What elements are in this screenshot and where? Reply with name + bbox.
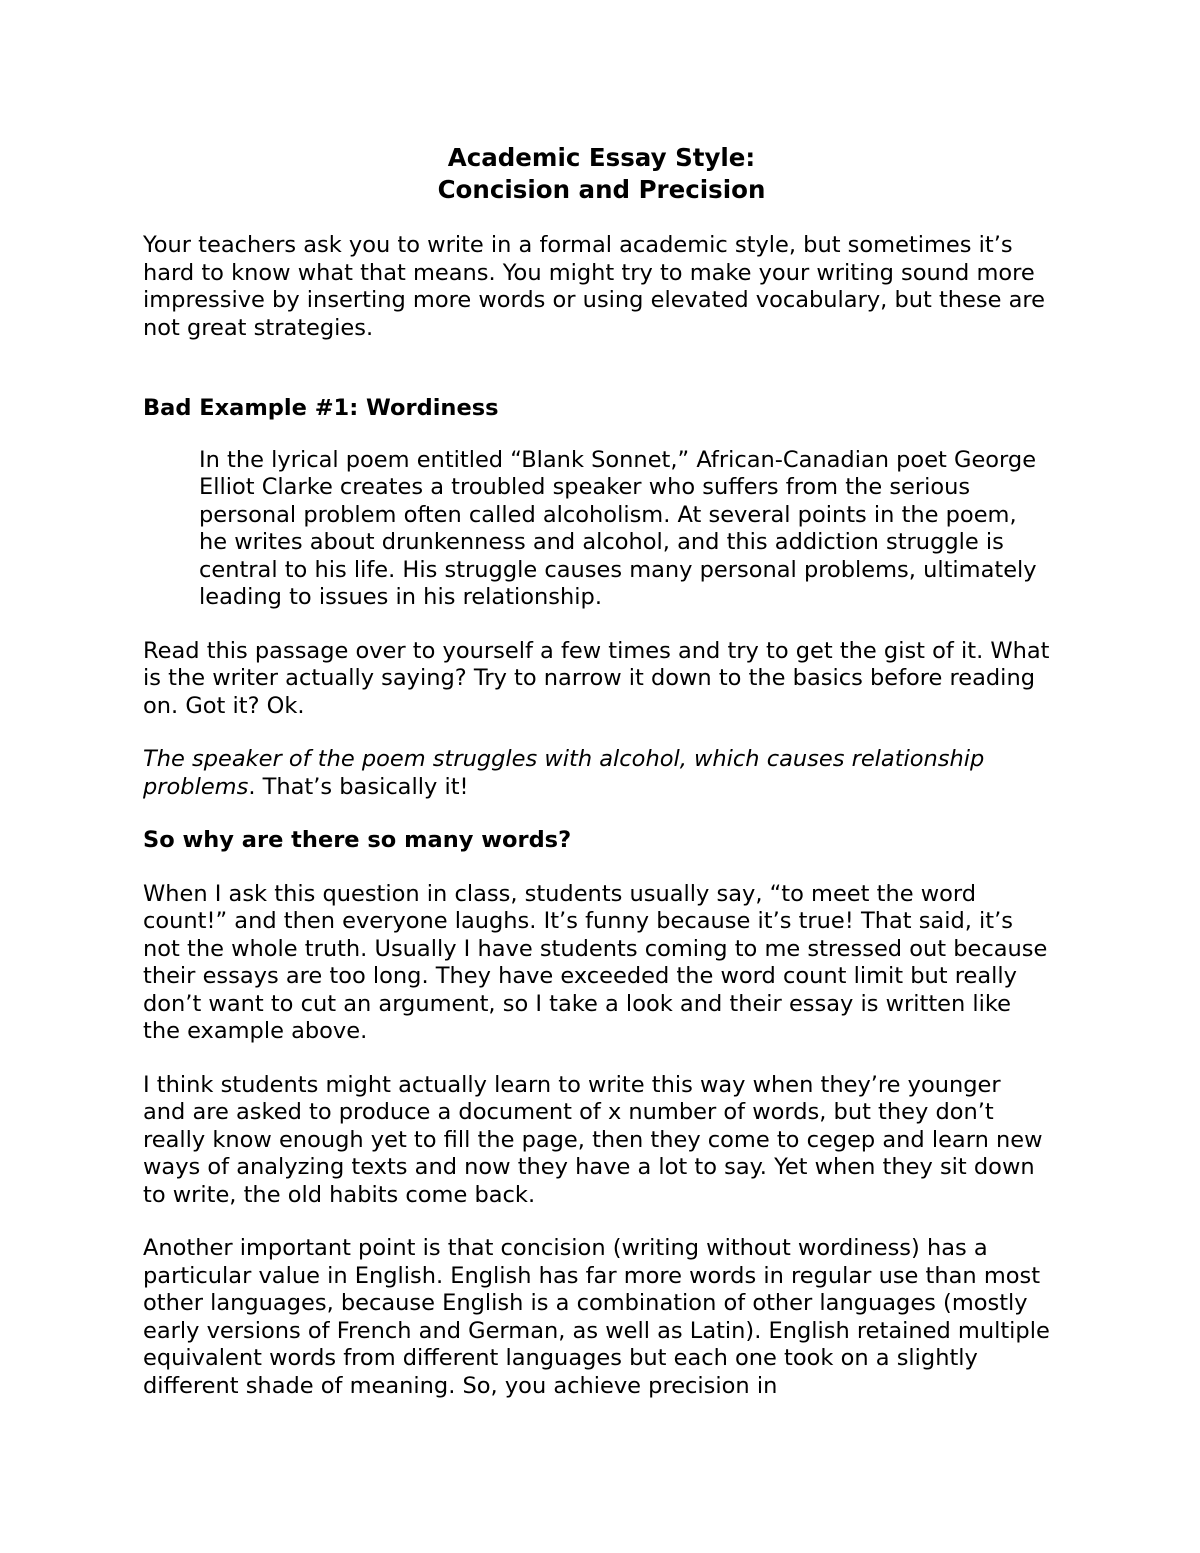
summary-paragraph <box>143 746 1050 801</box>
example-quote: In the lyrical poem entitled “Blank Sonnet,” African-Canadian poet George Elliot Clarke creates a troubled speaker who suffers from the serious personal problem often called alcoholism. At several points in the poem, he writes about drunkenness and alcohol, and this addiction struggle is central to his life. His struggle causes many personal problems, ultimately leading to issues in his relationship. <box>199 446 1037 610</box>
read-passage-paragraph: Read this passage over to yourself a few times and try to get the gist of it. What is the writer actually saying? Try to narrow it down to the basics before reading on. Got it? Ok. <box>143 637 1050 719</box>
students-paragraph: I think students might actually learn to write this way when they’re younger and are asked to produce a document of x number of words, but they don’t really know enough yet to fill the page, then they come to cegep and learn new ways of analyzing texts and now they have a lot to say. Yet when they sit down to write, the old habits come back. <box>143 1071 1043 1208</box>
summary-rest: . That’s basically it! <box>248 773 469 800</box>
title-line-2: Concision and Precision <box>437 174 766 204</box>
page-title <box>143 140 1050 205</box>
class-paragraph: When I ask this question in class, students usually say, “to meet the word count!” and then everyone laughs. It’s funny because it’s true! That said, it’s not the whole truth. Usually I have students coming to me stressed out because their essays are too long. They have exceeded the word count limit but really don’t want to cut an argument, so I take a look and their essay is written like the example above. <box>143 880 1048 1044</box>
title-line-1: Academic Essay Style: <box>447 143 756 172</box>
concision-paragraph: Another important point is that concision (writing without wordiness) has a particular value in English. English has far more words in regular use than most other languages, because English is a combination of other languages (mostly early versions of French and German, as well as Latin). English retained multiple equivalent words from different languages but each one took on a slightly different shade of meaning. So, you achieve precision in <box>143 1235 1050 1399</box>
intro-paragraph: Your teachers ask you to write in a formal academic style, but sometimes it’s hard to know what that means. You might try to make your writing sound more impressive by inserting more words or using elevated vocabulary, but these are not great strategies. <box>143 232 1045 341</box>
summary-italic: The speaker of the poem struggles with alcohol, which causes relationship problems <box>143 746 985 800</box>
why-heading: So why are there so many words? <box>143 827 572 853</box>
bad-example-heading: Bad Example #1: Wordiness <box>143 395 499 421</box>
